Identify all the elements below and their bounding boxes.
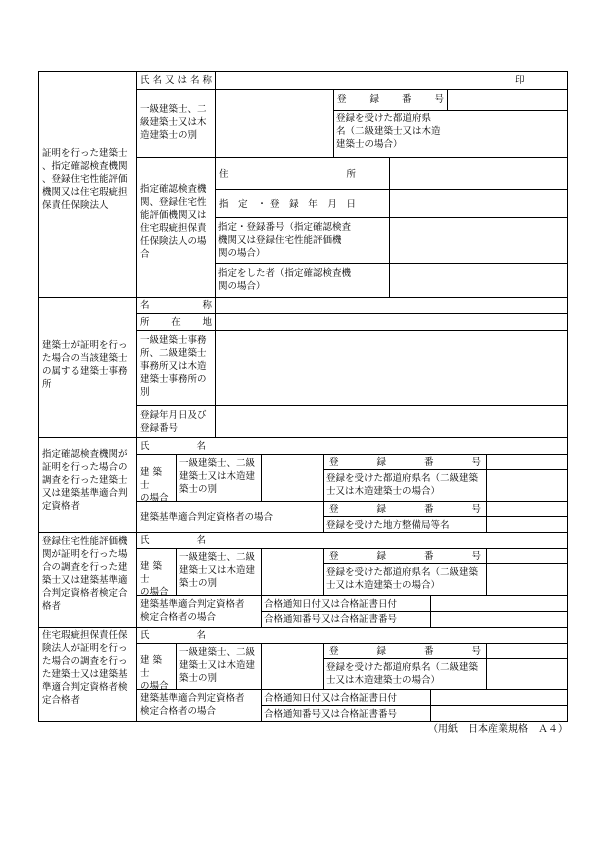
seal-mark: 印 [515,75,525,86]
section4-pass-date-label: 合格通知日付又は合格証書日付 [264,599,398,610]
section2-registration-label: 登録年月日及び 登録番号 [140,410,207,434]
section2-name-label: 名 称 [140,300,212,311]
section2-header: 建築士が証明を行っ た場合の当該建築士 の属する建築士事務 所 [42,340,128,390]
section4-architect-type-label: 一級建築士、二級 建築士又は木造建 築士の別 [179,552,256,589]
section4-architect-case-label: 建 築 士 の場合 [140,561,169,598]
section3-bureau-label: 登録を受けた地方整備局等名 [326,520,450,531]
section4-pass-number-label: 合格通知番号又は合格証書番号 [264,614,398,625]
section4-exam-case-label: 建築基準適合判定資格者 検定合格者の場合 [140,599,245,623]
section1-name-label: 氏名又は名称 [140,75,212,86]
section2-office-type-label: 一級建築士事務 所、二級建築士 事務所又は木造 建築士事務所の 別 [140,335,207,398]
section1-prefecture-label: 登録を受けた都道府県 名（二級建築士又は木造 建築士の場合） [336,113,441,150]
section1-header: 証明を行った建築士 、指定確認検査機関 、登録住宅性能評価 機関又は住宅瑕疵担 保責任保険法人 [42,148,128,211]
section3-architect-type-label: 一級建築士、二級 建築士又は木造建 築士の別 [179,458,256,495]
section1-designation-date-label: 指 定 ・登 録 年 月 日 [219,199,356,210]
section1-registration-number-label: 登 録 番 号 [337,94,444,105]
section4-name-label: 氏 名 [140,535,206,546]
section1-address-label: 住 所 [219,169,356,180]
section3-header: 指定確認検査機関が 証明を行った場合の 調査を行った建築士 又は建築基準適合判 定資格者 [42,449,128,512]
section3-registration-number-label: 登 録 番 号 [329,457,481,468]
section5-pass-number-label: 合格通知番号又は合格証書番号 [264,709,398,720]
section1-architect-type-label: 一級建築士、二 級建築士又は木 造建築士の別 [140,104,207,141]
section5-pass-date-label: 合格通知日付又は合格証書日付 [264,693,398,704]
section5-architect-type-label: 一級建築士、二級 建築士又は木造建 築士の別 [179,647,256,684]
section5-exam-case-label: 建築基準適合判定資格者 検定合格者の場合 [140,693,245,717]
paper-size-note: （用紙 日本産業規格 Ａ４） [428,724,568,735]
section5-architect-case-label: 建 築 士 の場合 [140,655,169,692]
section3-judge-registration-number-label: 登 録 番 号 [329,504,481,515]
section3-architect-case-label: 建 築 士 の場合 [140,467,169,504]
section3-prefecture-label: 登録を受けた都道府県名（二級建築 士又は木造建築士の場合） [326,473,479,497]
section5-header: 住宅瑕疵担保責任保 険法人が証明を行っ た場合の調査を行っ た建築士又は建築基 準適合判定資格者検 定合格者 [42,630,128,706]
section4-header: 登録住宅性能評価機 関が証明を行った場 合の調査を行った建 築士又は建築基準適 合判定資格者検定合 格者 [42,536,128,612]
section2-location-label: 所 在 地 [140,317,212,328]
section1-designation-number-label: 指定・登録番号（指定確認検査 機関又は登録住宅性能評価機 関の場合） [218,222,352,259]
section5-registration-number-label: 登 録 番 号 [329,646,481,657]
section4-prefecture-label: 登録を受けた都道府県名（二級建築 士又は木造建築士の場合） [326,567,479,591]
section3-judge-case-label: 建築基準適合判定資格者の場合 [140,512,274,523]
section1-designator-label: 指定をした者（指定確認検査機 関の場合） [218,268,352,292]
section3-name-label: 氏 名 [140,441,206,452]
section5-prefecture-label: 登録を受けた都道府県名（二級建築 士又は木造建築士の場合） [326,662,479,686]
section4-registration-number-label: 登 録 番 号 [329,551,481,562]
section5-name-label: 氏 名 [140,630,206,641]
section1-agency-label: 指定確認検査機 関、登録住宅性 能評価機関又は 住宅瑕疵担保責 任保険法人の場 合 [140,184,207,260]
